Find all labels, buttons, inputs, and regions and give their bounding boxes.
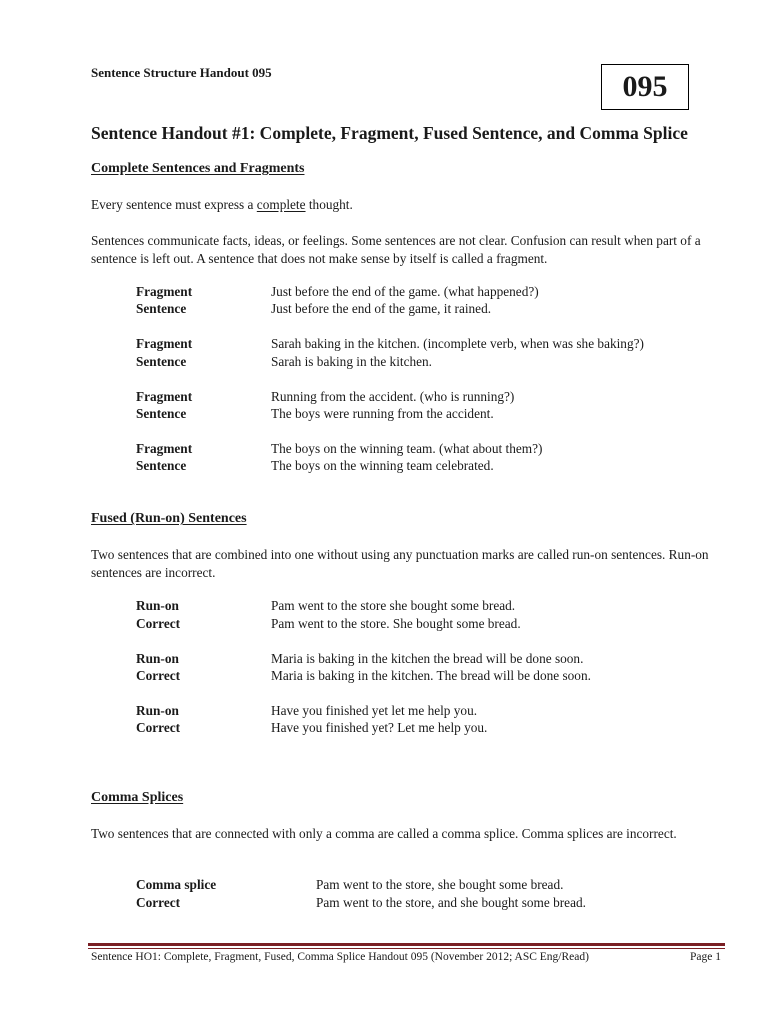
example-text: Just before the end of the game, it rained. [271,301,492,316]
example-label: Fragment [136,284,193,299]
section-heading-fused: Fused (Run-on) Sentences [91,511,247,526]
example-label: Correct [136,895,181,910]
example-text: The boys on the winning team celebrated. [271,458,494,473]
example-text: Have you finished yet? Let me help you. [271,720,488,735]
example-text: Have you finished yet let me help you. [271,703,478,718]
example-text: Maria is baking in the kitchen. The bread will be done soon. [271,668,591,683]
example-label: Fragment [136,441,193,456]
example-text: Pam went to the store. She bought some bread. [271,616,521,631]
example-label: Run-on [136,598,179,613]
footer-rule [88,943,725,946]
example-text: The boys on the winning team. (what about them?) [271,441,543,456]
example-label: Sentence [136,406,187,421]
example-text: Pam went to the store she bought some bread. [271,598,516,613]
example-label: Fragment [136,336,193,351]
example-text: Running from the accident. (who is running?) [271,389,515,404]
footer-text: Sentence HO1: Complete, Fragment, Fused, Comma Splice Handout 095 (November 2012; ASC Eng/Read) [91,951,589,963]
example-label: Run-on [136,651,179,666]
footer-rule-thin [88,948,725,949]
example-label: Comma splice [136,877,217,892]
example-text: Just before the end of the game. (what happened?) [271,284,539,299]
example-label: Sentence [136,301,187,316]
example-label: Sentence [136,458,187,473]
handout-code-box: 095 [601,64,689,110]
fused-paragraph: Two sentences that are combined into one without using any punctuation marks are called run-on sentences. Run-on sentences are incorrect. [91,547,709,580]
example-label: Correct [136,668,181,683]
comma-paragraph: Two sentences that are connected with only a comma are called a comma splice. Comma splices are incorrect. [91,826,677,841]
complete-intro-after: thought. [305,197,353,212]
example-text: Pam went to the store, and she bought some bread. [316,895,586,910]
complete-paragraph: Sentences communicate facts, ideas, or feelings. Some sentences are not clear. Confusion can result when part of a sentence is left out. A sentence that does not make sense by itself is called a fragment. [91,233,701,266]
page-number: Page 1 [690,951,721,963]
example-text: Sarah baking in the kitchen. (incomplete verb, when was she baking?) [271,336,644,351]
section-heading-complete: Complete Sentences and Fragments [91,161,305,176]
example-label: Correct [136,616,181,631]
header-title: Sentence Structure Handout 095 [91,65,272,80]
complete-intro [91,196,721,214]
example-label: Correct [136,720,181,735]
page-title: Sentence Handout #1: Complete, Fragment, Fused Sentence, and Comma Splice [91,123,688,143]
example-text: The boys were running from the accident. [271,406,494,421]
complete-intro-emphasis: complete [256,197,306,212]
example-label: Fragment [136,389,193,404]
section-heading-comma: Comma Splices [91,790,184,805]
example-text: Maria is baking in the kitchen the bread will be done soon. [271,651,584,666]
example-label: Sentence [136,354,187,369]
example-text: Pam went to the store, she bought some bread. [316,877,564,892]
complete-intro-before: Every sentence must express a [91,197,257,212]
example-text: Sarah is baking in the kitchen. [271,354,433,369]
example-label: Run-on [136,703,179,718]
